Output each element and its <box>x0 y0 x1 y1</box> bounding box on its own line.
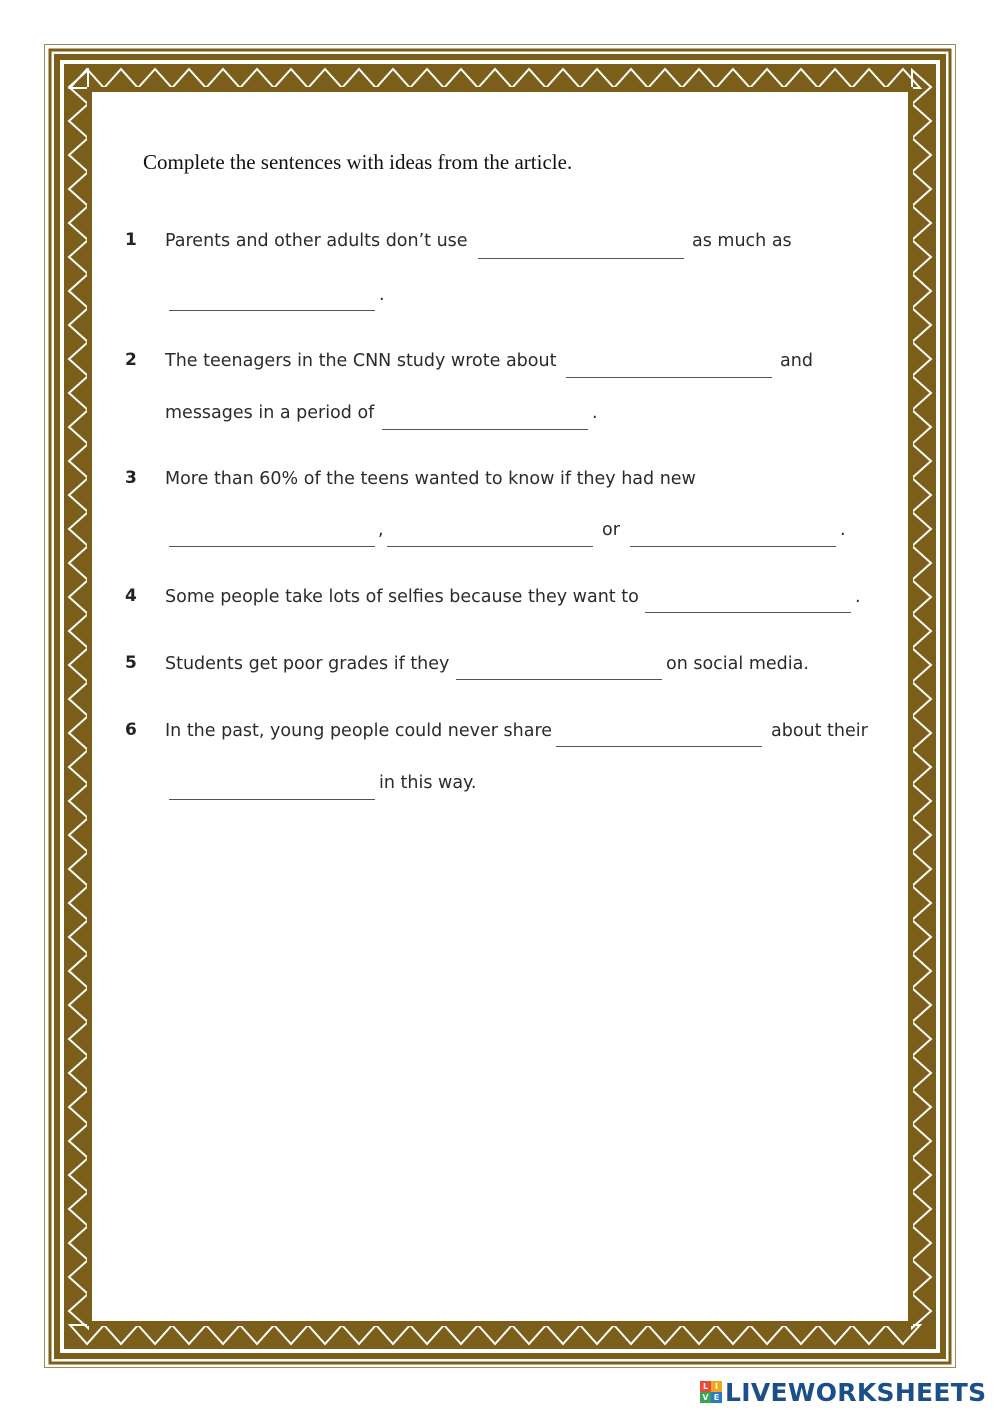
item-2-text-c: messages in a period of <box>165 403 375 423</box>
brand-letter: L <box>700 1381 711 1392</box>
item-1-blank-2[interactable] <box>169 310 375 311</box>
item-6-blank-1[interactable] <box>556 746 762 747</box>
brand-letter: V <box>700 1392 711 1403</box>
item-4-blank-1[interactable] <box>645 612 851 613</box>
liveworksheets-logo[interactable] <box>700 1376 986 1408</box>
worksheet-paper <box>92 92 908 1320</box>
item-6-text-c: in this way. <box>379 773 477 793</box>
item-1-text-a: Parents and other adults don’t use <box>165 231 468 251</box>
item-3-text-b: , <box>378 520 384 540</box>
item-2-blank-2[interactable] <box>382 429 588 430</box>
item-number: 4 <box>125 586 137 606</box>
item-2-text-a: The teenagers in the CNN study wrote about <box>165 351 557 371</box>
item-number: 2 <box>125 350 137 370</box>
instruction-text: Complete the sentences with ideas from the article. <box>143 150 573 174</box>
item-number: 1 <box>125 230 137 250</box>
item-number: 5 <box>125 653 137 673</box>
brand-name: LIVEWORKSHEETS <box>725 1377 987 1407</box>
item-3-text-c: or <box>602 520 620 540</box>
item-5-text-b: on social media. <box>666 654 809 674</box>
brand-mark-icon <box>700 1381 722 1403</box>
item-1-blank-1[interactable] <box>478 258 684 259</box>
item-4-text-b: . <box>855 587 861 607</box>
item-3-blank-1[interactable] <box>169 546 375 547</box>
item-1-text-b: as much as <box>692 231 792 251</box>
item-number: 3 <box>125 468 137 488</box>
item-2-text-b: and <box>780 351 813 371</box>
item-3-blank-2[interactable] <box>387 546 593 547</box>
brand-letter: I <box>711 1381 722 1392</box>
item-1-text-c: . <box>379 285 385 305</box>
item-6-text-b: about their <box>771 721 868 741</box>
item-number: 6 <box>125 720 137 740</box>
item-6-text-a: In the past, young people could never share <box>165 721 553 741</box>
item-3-text-d: . <box>840 520 846 540</box>
item-2-text-d: . <box>592 403 598 423</box>
item-2-blank-1[interactable] <box>566 377 772 378</box>
item-4-text-a: Some people take lots of selfies because they want to <box>165 587 639 607</box>
item-6-blank-2[interactable] <box>169 799 375 800</box>
item-3-text-a: More than 60% of the teens wanted to know if they had new <box>165 469 696 489</box>
item-3-blank-3[interactable] <box>630 546 836 547</box>
item-5-blank-1[interactable] <box>456 679 662 680</box>
brand-letter: E <box>711 1392 722 1403</box>
item-5-text-a: Students get poor grades if they <box>165 654 450 674</box>
